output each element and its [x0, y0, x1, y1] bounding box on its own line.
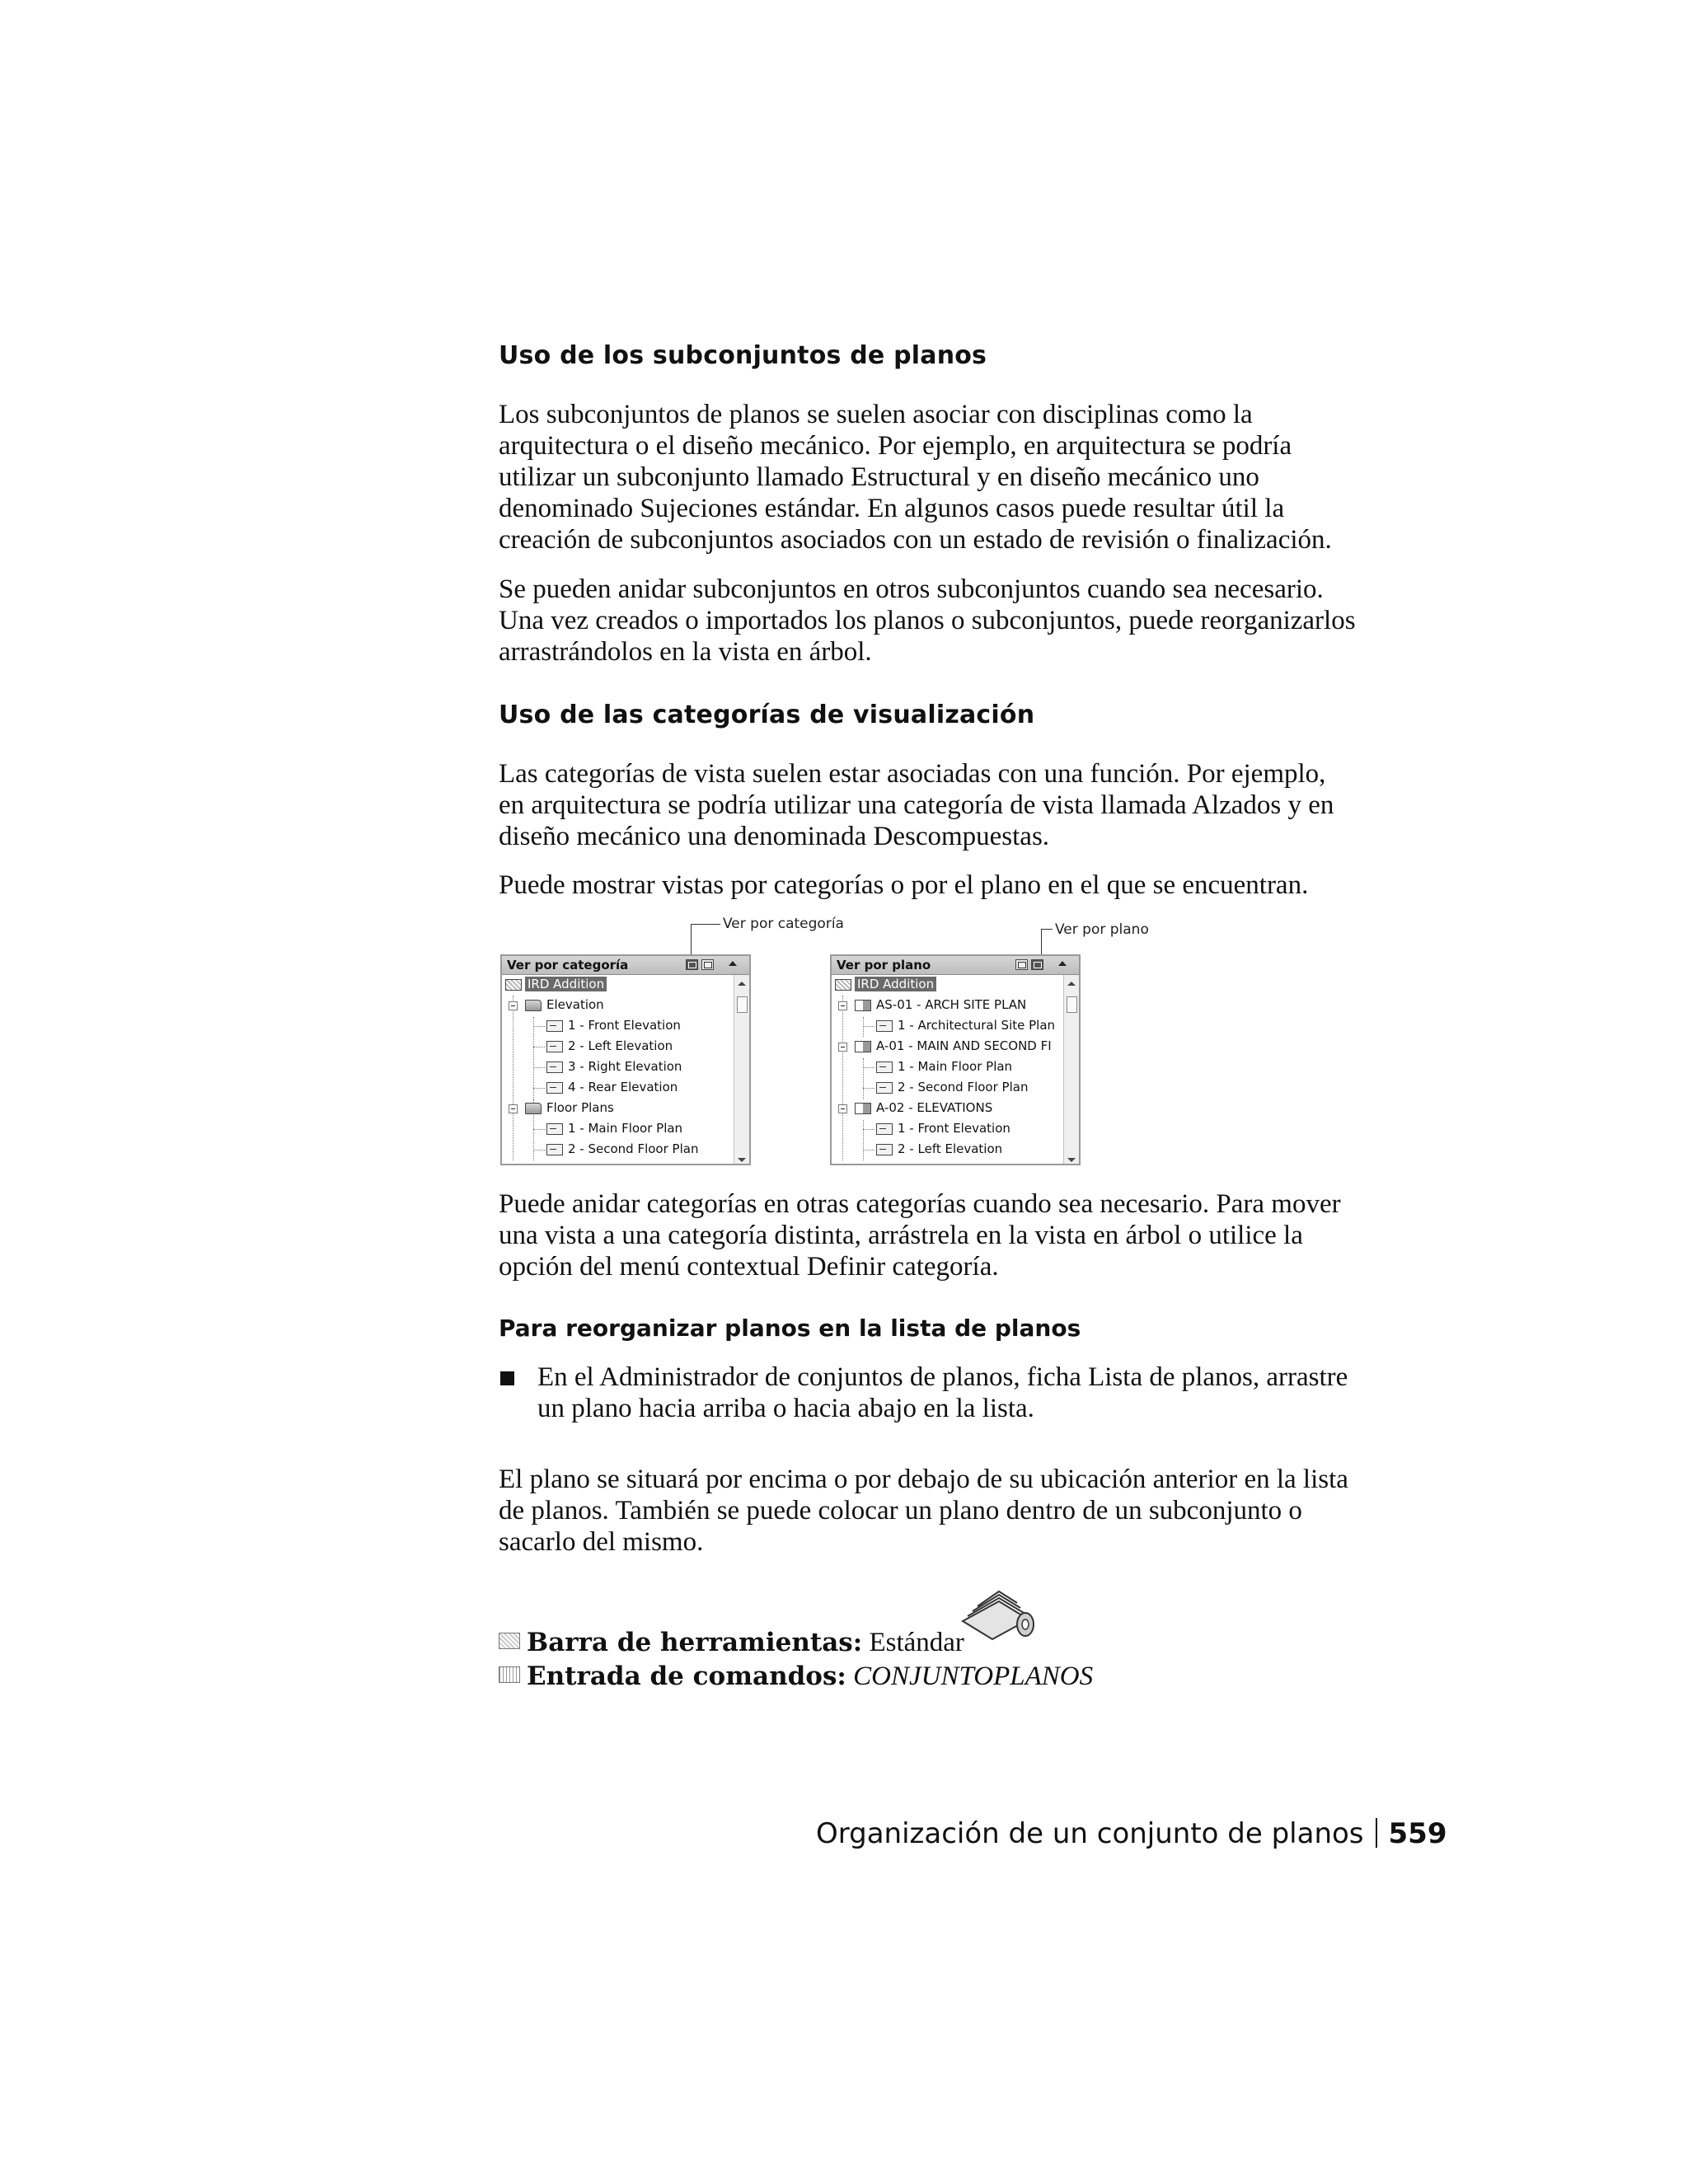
tree-connector — [863, 1129, 874, 1130]
view-icon — [876, 1020, 893, 1032]
tree-item-label: 1 - Main Floor Plan — [898, 1059, 1013, 1074]
procedure-heading: Para reorganizar planos en la lista de planos — [499, 1315, 1081, 1342]
tree-item-label: 2 - Second Floor Plan — [568, 1141, 699, 1156]
tree-connector — [533, 1067, 545, 1068]
collapse-node-icon[interactable] — [838, 1104, 847, 1113]
tree-item-label: 1 - Front Elevation — [898, 1121, 1010, 1136]
panel-header — [832, 956, 1079, 975]
tree-item-label: A-01 - MAIN AND SECOND FI — [876, 1038, 1052, 1053]
section-heading-categorias: Uso de las categorías de visualización — [499, 701, 1035, 729]
tree-item-label: 1 - Front Elevation — [568, 1018, 681, 1033]
tree-connector — [842, 996, 843, 1160]
footer-chapter-title: Organización de un conjunto de planos — [816, 1817, 1364, 1850]
footer-separator — [1376, 1818, 1377, 1848]
tree-connector — [533, 1017, 534, 1099]
collapse-panel-icon[interactable] — [1058, 961, 1067, 966]
sheet-icon — [855, 1000, 871, 1011]
tree-connector — [533, 1026, 545, 1027]
collapse-panel-icon[interactable] — [729, 961, 737, 966]
view-by-category-icon[interactable] — [1015, 959, 1028, 970]
paragraph-resultado — [499, 1464, 1389, 1558]
command-label: Entrada de comandos: — [527, 1661, 846, 1691]
text-line: En el Administrador de conjuntos de planos, ficha Lista de planos, arrastre — [537, 1362, 1348, 1392]
collapse-node-icon[interactable] — [509, 1104, 518, 1113]
scroll-thumb[interactable] — [737, 996, 748, 1013]
view-icon — [546, 1062, 563, 1073]
view-icon — [546, 1041, 563, 1052]
callout-leader — [1041, 929, 1042, 957]
text-line: arrastrándolos en la vista en árbol. — [499, 637, 872, 667]
view-icon — [876, 1062, 893, 1073]
tree-item-label: IRD Addition — [525, 977, 607, 991]
callout-ver-por-plano: Ver por plano — [1055, 921, 1149, 938]
paragraph-anidar-categorias — [499, 1188, 1389, 1282]
toolbar-value: Estándar — [869, 1628, 964, 1657]
sheet-icon — [855, 1041, 871, 1052]
tree-item-label: 1 - Main Floor Plan — [568, 1121, 683, 1136]
view-by-category-icon[interactable] — [686, 959, 698, 970]
tree-connector — [863, 1017, 864, 1037]
sheet-set-icon — [505, 979, 522, 991]
sheet-set-manager-icon — [956, 1578, 1039, 1644]
text-line: diseño mecánico una denominada Descompuestas. — [499, 822, 1050, 851]
text-line: sacarlo del mismo. — [499, 1527, 704, 1557]
keyboard-icon — [499, 1666, 520, 1683]
tree-connector — [863, 1088, 874, 1089]
view-icon — [546, 1082, 563, 1094]
tree-item-label: 3 - Right Elevation — [568, 1059, 682, 1074]
tree-connector — [863, 1058, 864, 1099]
tree-item-label: 2 - Left Elevation — [568, 1038, 673, 1053]
toolbar-icon — [499, 1633, 520, 1649]
bullet-square-icon — [500, 1371, 514, 1385]
tree-connector — [533, 1088, 545, 1089]
text-line: Las categorías de vista suelen estar asociadas con una función. Por ejemplo, — [499, 759, 1326, 789]
page-number: 559 — [1388, 1817, 1447, 1850]
collapse-node-icon[interactable] — [838, 1001, 847, 1010]
paragraph-subconjuntos-anidar — [499, 574, 1389, 668]
command-access-line — [499, 1661, 1093, 1692]
vertical-scrollbar[interactable] — [1063, 975, 1079, 1164]
folder-icon — [525, 1103, 542, 1114]
callout-leader — [691, 924, 720, 925]
view-by-sheet-icon[interactable] — [701, 959, 714, 970]
tree-item-label: 2 - Left Elevation — [898, 1141, 1003, 1156]
tree-item-label: AS-01 - ARCH SITE PLAN — [876, 997, 1027, 1012]
panel-title: Ver por categoría — [507, 958, 629, 972]
text-line: Una vez creados o importados los planos o subconjuntos, puede reorganizarlos — [499, 606, 1356, 635]
callout-ver-por-categoria: Ver por categoría — [723, 916, 844, 932]
paragraph-categorias-intro — [499, 758, 1389, 852]
view-icon — [546, 1123, 563, 1135]
text-line: creación de subconjuntos asociados con un estado de revisión o finalización. — [499, 525, 1332, 555]
scroll-down-icon[interactable] — [1067, 1158, 1076, 1162]
sheet-icon — [855, 1103, 871, 1114]
text-line: Puede anidar categorías en otras categorías cuando sea necesario. Para mover — [499, 1189, 1341, 1219]
scroll-up-icon[interactable] — [738, 982, 746, 986]
panel-title: Ver por plano — [837, 958, 931, 972]
folder-icon — [525, 1000, 542, 1011]
sheet-set-icon — [835, 979, 851, 991]
tree-connector — [863, 1150, 874, 1151]
view-icon — [876, 1144, 893, 1155]
toolbar-label: Barra de herramientas: — [527, 1628, 863, 1657]
text-line: denominado Sujeciones estándar. En algunos casos puede resultar útil la — [499, 494, 1285, 523]
section-heading-subconjuntos: Uso de los subconjuntos de planos — [499, 341, 987, 370]
collapse-node-icon[interactable] — [838, 1043, 847, 1052]
scroll-thumb[interactable] — [1067, 996, 1077, 1013]
scroll-up-icon[interactable] — [1067, 982, 1076, 986]
text-line: utilizar un subconjunto llamado Estructural y en diseño mecánico uno — [499, 462, 1259, 492]
panel-header — [502, 956, 749, 975]
view-by-sheet-icon[interactable] — [1031, 959, 1043, 970]
collapse-node-icon[interactable] — [509, 1001, 518, 1010]
toolbar-access-line — [499, 1628, 964, 1658]
procedure-step — [537, 1361, 1428, 1424]
vertical-scrollbar[interactable] — [734, 975, 749, 1164]
view-icon — [546, 1020, 563, 1032]
text-line: una vista a una categoría distinta, arrástrela en la vista en árbol o utilice la — [499, 1221, 1303, 1250]
text-line: en arquitectura se podría utilizar una categoría de vista llamada Alzados y en — [499, 790, 1334, 820]
text-line: arquitectura o el diseño mecánico. Por ejemplo, en arquitectura se podría — [499, 431, 1292, 461]
tree-item-label: Floor Plans — [546, 1100, 614, 1115]
paragraph-mostrar-vistas — [499, 869, 1389, 901]
tree-item-label: 2 - Second Floor Plan — [898, 1080, 1029, 1094]
text-line: Se pueden anidar subconjuntos en otros subconjuntos cuando sea necesario. — [499, 574, 1324, 604]
scroll-down-icon[interactable] — [738, 1158, 746, 1162]
tree-connector — [533, 1129, 545, 1130]
tree-item-label: IRD Addition — [855, 977, 936, 991]
command-value: CONJUNTOPLANOS — [853, 1661, 1094, 1691]
text-line: opción del menú contextual Definir categoría. — [499, 1252, 999, 1282]
text-line: Los subconjuntos de planos se suelen asociar con disciplinas como la — [499, 400, 1253, 429]
text-line: Puede mostrar vistas por categorías o por el plano en el que se encuentran. — [499, 870, 1309, 900]
text-line: un plano hacia arriba o hacia abajo en la lista. — [537, 1394, 1034, 1423]
text-line: El plano se situará por encima o por debajo de su ubicación anterior en la lista — [499, 1465, 1348, 1494]
tree-panel-ver-por-plano — [830, 954, 1081, 1165]
view-icon — [546, 1144, 563, 1155]
tree-connector — [533, 1150, 545, 1151]
tree-item-label: 1 - Architectural Site Plan — [898, 1018, 1056, 1033]
tree-item-label: A-02 - ELEVATIONS — [876, 1100, 993, 1115]
callout-leader — [1041, 929, 1053, 930]
tree-connector — [863, 1067, 874, 1068]
view-icon — [876, 1123, 893, 1135]
page-footer — [816, 1817, 1447, 1850]
tree-connector — [863, 1026, 874, 1027]
text-line: de planos. También se puede colocar un plano dentro de un subconjunto o — [499, 1496, 1302, 1526]
tree-panel-ver-por-categoria — [500, 954, 751, 1165]
tree-item-label: Elevation — [546, 997, 604, 1012]
callout-leader — [691, 924, 692, 957]
tree-connector — [863, 1120, 864, 1160]
paragraph-subconjuntos-intro — [499, 399, 1389, 555]
tree-item-label: 4 - Rear Elevation — [568, 1080, 678, 1094]
view-icon — [876, 1082, 893, 1094]
